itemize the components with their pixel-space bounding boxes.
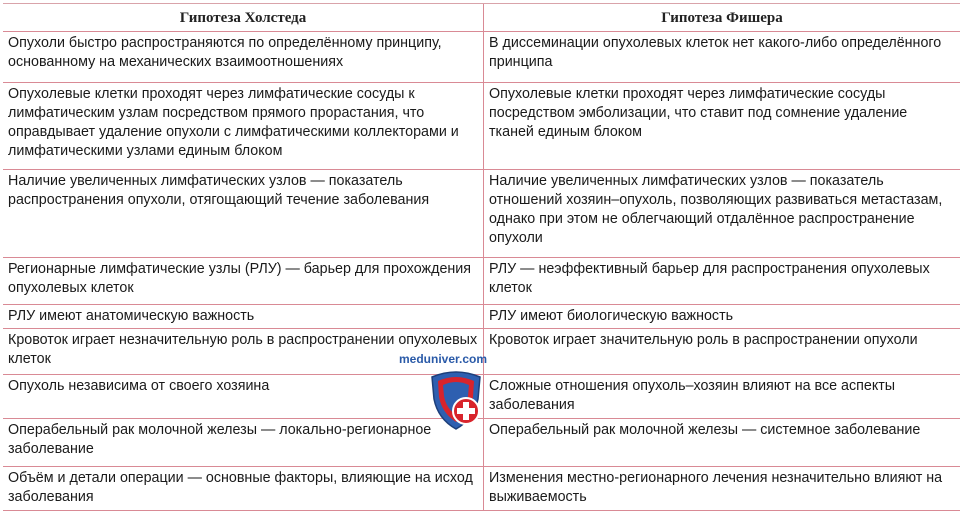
table-row xyxy=(3,467,960,511)
halsted-cell: Опухолевые клетки проходят через лимфатические сосуды к лимфатическим узлам посредством прямого прорастания, что оправдывает удаление опухоли с лимфатическими коллекторами и лимфатическими узлами единым блоком xyxy=(3,83,484,169)
table-row xyxy=(3,258,960,305)
halsted-cell: РЛУ имеют анатомическую важность xyxy=(3,305,484,328)
fisher-cell: В диссеминации опухолевых клеток нет какого-либо определённого принципа xyxy=(489,35,942,70)
halsted-cell: Операбельный рак молочной железы — локально-регионарное заболевание xyxy=(3,419,484,466)
fisher-cell: Кровоток играет значительную роль в распространении опухоли xyxy=(489,332,918,348)
watermark xyxy=(395,352,515,432)
header-halsted: Гипотеза Холстеда xyxy=(3,4,484,31)
halsted-cell: Регионарные лимфатические узлы (РЛУ) — барьер для прохождения опухолевых клеток xyxy=(3,258,484,304)
medical-shield-icon xyxy=(428,369,484,431)
table-row xyxy=(3,170,960,258)
fisher-cell: РЛУ имеют биологическую важность xyxy=(489,308,734,324)
table-row xyxy=(3,83,960,170)
halsted-cell: Объём и детали операции — основные факторы, влияющие на исход заболевания xyxy=(3,467,484,510)
fisher-cell: Наличие увеличенных лимфатических узлов — показатель отношений хозяин–опухоль, позволяющих развиваться метастазам, однако при этом не облегчающий отдалённое распространение опухоли xyxy=(489,173,943,246)
halsted-cell: Опухоль независима от своего хозяина xyxy=(3,375,484,418)
header-fisher: Гипотеза Фишера xyxy=(661,10,783,26)
table-header-row xyxy=(3,4,960,32)
fisher-cell: Изменения местно-регионарного лечения незначительно влияют на выживаемость xyxy=(489,470,943,505)
halsted-cell: Кровоток играет незначительную роль в распространении опухолевых клеток xyxy=(3,329,484,374)
halsted-cell: Опухоли быстро распространяются по определённому принципу, основанному на механических взаимоотношениях xyxy=(3,32,484,82)
fisher-cell: РЛУ — неэффективный барьер для распространения опухолевых клеток xyxy=(489,261,930,296)
table-row xyxy=(3,32,960,83)
halsted-cell: Наличие увеличенных лимфатических узлов — показатель распространения опухоли, отягощающий течение заболевания xyxy=(3,170,484,257)
fisher-cell: Сложные отношения опухоль–хозяин влияют на все аспекты заболевания xyxy=(489,378,896,413)
fisher-cell: Опухолевые клетки проходят через лимфатические сосуды посредством эмболизации, что ставит под сомнение удаление тканей единым блоком xyxy=(489,86,908,140)
table-row xyxy=(3,305,960,329)
watermark-site-text: meduniver.com xyxy=(399,352,488,366)
comparison-table xyxy=(3,3,960,511)
fisher-cell: Операбельный рак молочной железы — системное заболевание xyxy=(489,422,921,438)
